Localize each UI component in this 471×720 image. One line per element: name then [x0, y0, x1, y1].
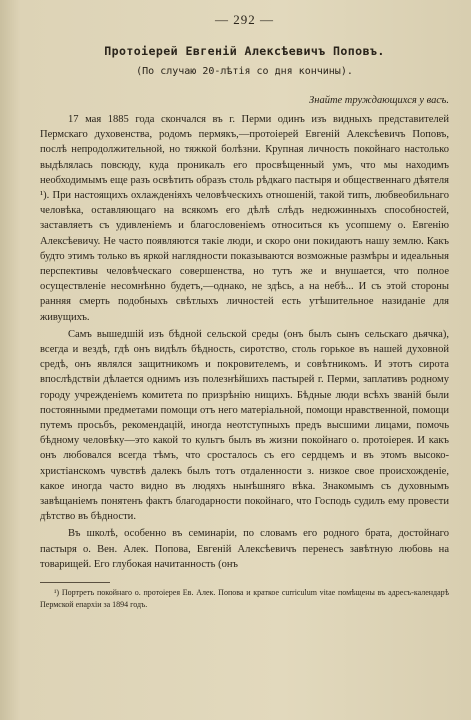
- paragraph-3: Въ школѣ, особенно въ семинаріи, по словамъ его родного брата, достойнаго пастыря о. Вен. Алек. Попова, Евгеній Алексѣевичъ перенесъ завѣтную любовь на товарищей. Его глубокая начитанность (онъ: [40, 528, 449, 570]
- paragraph-2: Самъ вышедшій изъ бѣдной сельской среды (онъ былъ сынъ сельскаго дьячка), всегда и вездѣ, гдѣ онъ видѣлъ бѣдность, сиротство, столь горькое въ нашей духовной средѣ, онъ являлся защитникомъ и покровителемъ, и совѣтникомъ. И этотъ сирота впослѣдствіи дѣлается однимъ изъ полезнѣйшихъ пастырей г. Перми, заплативъ родному городу учрежденіемъ комитета по призрѣнію нищихъ. Бѣдные люди всѣхъ званій были постоянными предметами помощи отъ него матеріальной, помощи нравственной, помощи путемъ просьбъ, рекомендацій, иногда неотступныхъ предъ высшими лицами, помочь бѣдному человѣку—это какой то культъ былъ въ жизни покойнаго о. протоіерея. И какъ онъ любовался всегда тѣмъ, что сросталось съ его сердцемъ и въ этомъ высоко-христіанскомъ чувствѣ далекъ былъ тотъ отдаленности з. низкое свое происхожденіе, какое иногда часто видно въ людяхъ нынѣшняго вѣка. Знакомымъ съ духовнымъ завѣщаніемъ понятенъ фактъ благодарности покойнаго, что Господь судилъ ему провести дѣтство въ бѣдности.: [40, 328, 449, 523]
- footnote: ¹) Портретъ покойнаго о. протоіерея Ев. Алек. Попова и краткое curriculum vitae помѣщены въ адресъ-календарѣ Пермской епархіи за 1894 годъ.: [40, 588, 449, 610]
- paragraph-1: 17 мая 1885 года скончался въ г. Перми одинъ изъ видныхъ представителей Пермскаго духовенства, родомъ пермякъ,—протоіерей Евгеній Алексѣевичъ Поповъ, послѣ непродолжительной, но тяжкой болѣзни. Крупная личность покойнаго настолько выдѣлялась повсюду, куда проникалъ его просвѣщенный умъ, что мы находимъ необходимымъ еще разъ освѣтить образъ столь рѣдкаго пастыря и общественнаго дѣятеля ¹). При настоящихъ охлажденіяхъ человѣческихъ отношеній, такой типъ, любвеобильнаго человѣка, оставляющаго на всякомъ его дѣлѣ слѣдъ недюжинныхъ способностей, заставляетъ съ удивленіемъ и благословеніемъ относиться къ усопшему о. Евгенію Алексѣевичу. Не часто появляются такіе люди, и скоро они покидаютъ нашу землю. Какъ будто этимъ только въ яркой наглядности показываются возможные размѣры и идеальныя перспективы человѣческаго совершенства, но тутъ же и внушается, что полное осуществленіе несомнѣнно будетъ,—однако, не здѣсь, а на небѣ... И съ этой стороны ранняя смерть подобныхъ свѣтлыхъ личностей есть утѣшительное назиданіе для живущихъ.: [40, 114, 449, 323]
- article-title: Протоіерей Евгеній Алексѣевичъ Поповъ.: [104, 44, 385, 58]
- page-number: — 292 —: [215, 12, 274, 27]
- epigraph: Знайте труждающихся у васъ.: [309, 95, 449, 106]
- footnote-divider: [40, 582, 110, 583]
- article-subtitle: (По случаю 20-лѣтія со дня кончины).: [136, 66, 353, 77]
